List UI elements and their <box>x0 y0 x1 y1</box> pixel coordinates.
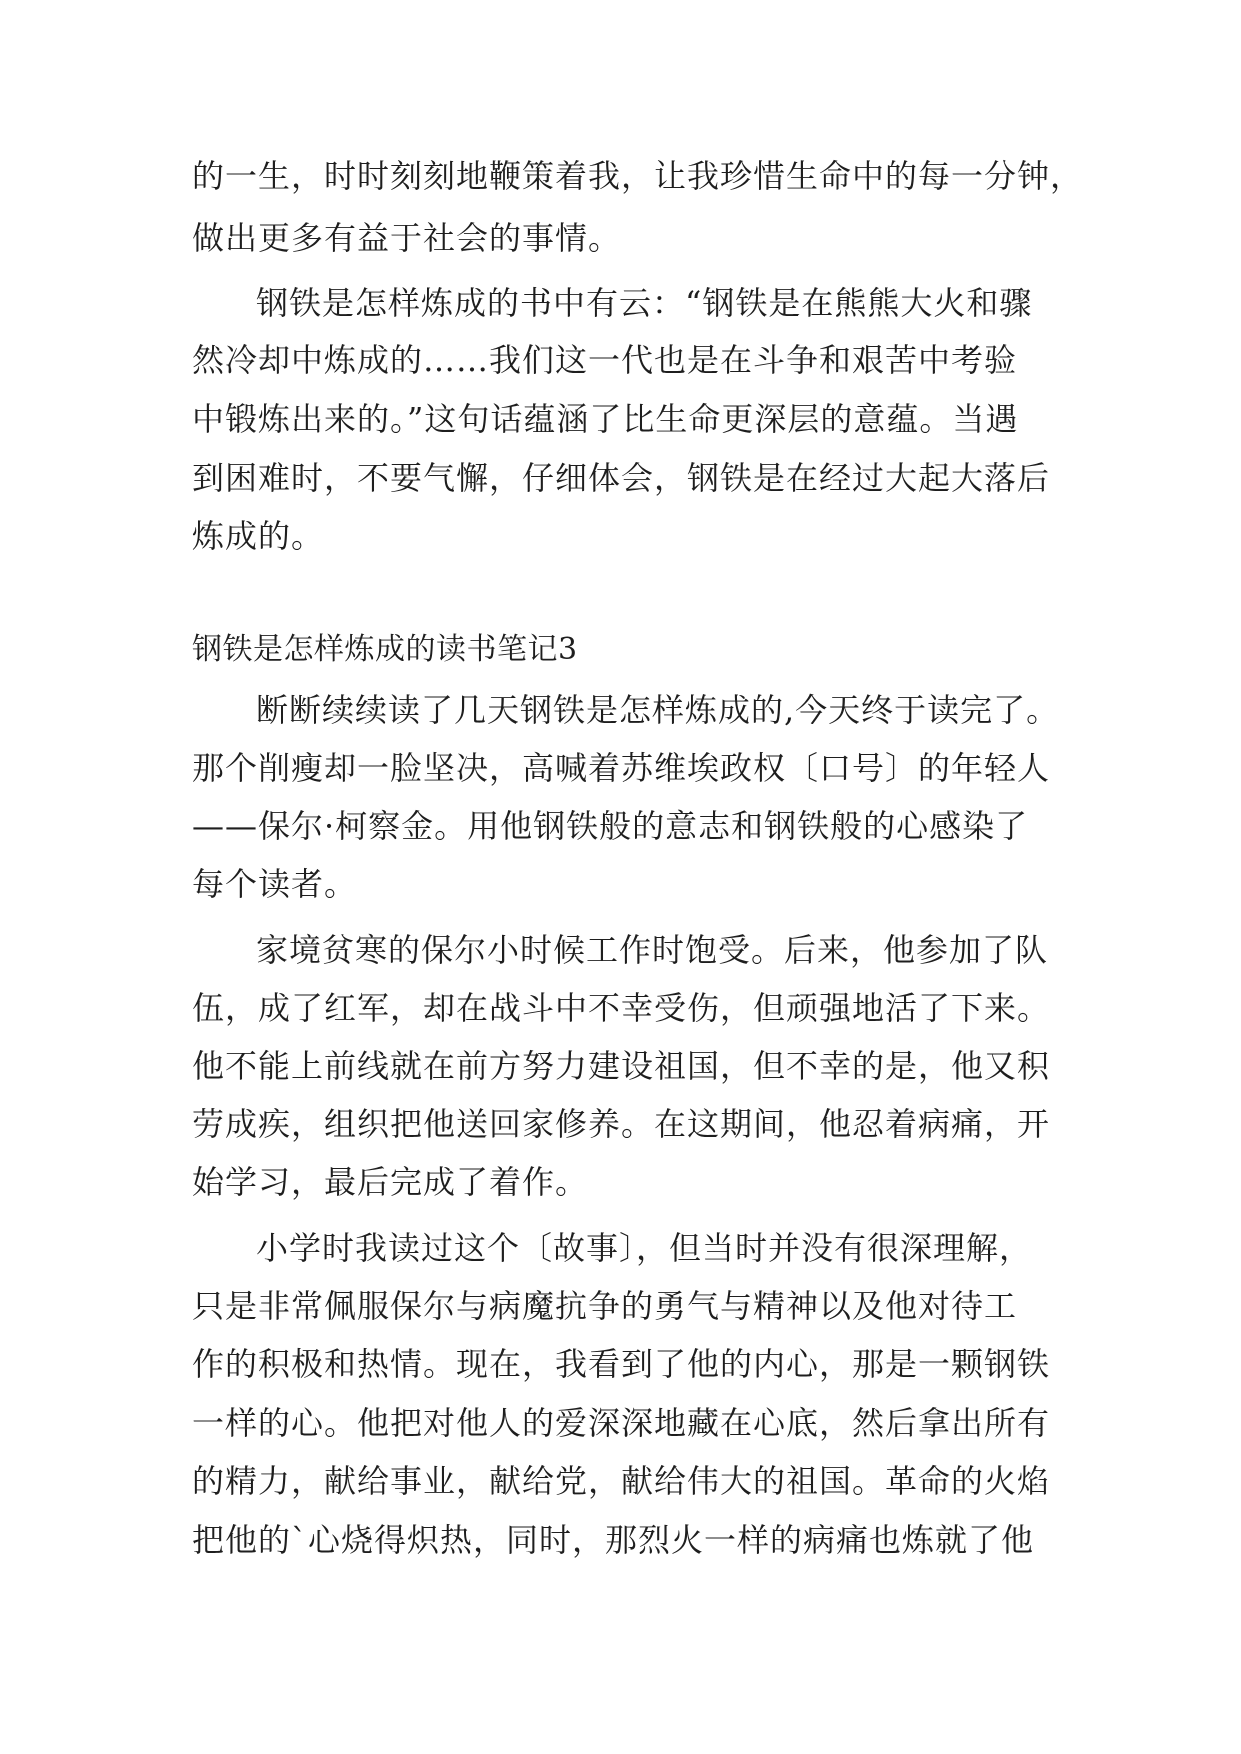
paragraph-5-line-2: 只是非常佩服保尔与病魔抗争的勇气与精神以及他对待工 <box>192 1287 1018 1325</box>
paragraph-4-line-5: 始学习，最后完成了着作。 <box>192 1163 589 1201</box>
paragraph-5-line-3: 作的积极和热情。现在，我看到了他的内心，那是一颗钢铁 <box>192 1345 1051 1383</box>
paragraph-5-line-6: 把他的`心烧得炽热，同时，那烈火一样的病痛也炼就了他 <box>192 1521 1035 1559</box>
paragraph-2-line-3: 中锻炼出来的。”这句话蕴涵了比生命更深层的意蕴。当遇 <box>192 400 1019 438</box>
paragraph-3-line-1: 断断续续读了几天钢铁是怎样炼成的,今天终于读完了。 <box>256 691 1060 729</box>
paragraph-1-line-2: 做出更多有益于社会的事情。 <box>192 219 622 257</box>
paragraph-3-line-2: 那个削瘦却一脸坚决，高喊着苏维埃政权〔口号〕的年轻人 <box>192 749 1051 787</box>
paragraph-4-line-3: 他不能上前线就在前方努力建设祖国，但不幸的是，他又积 <box>192 1047 1051 1085</box>
section-heading: 钢铁是怎样炼成的读书笔记3 <box>192 632 578 667</box>
paragraph-5-line-5: 的精力，献给事业，献给党，献给伟大的祖国。革命的火焰 <box>192 1462 1051 1500</box>
paragraph-3-line-4: 每个读者。 <box>192 865 358 903</box>
paragraph-4-line-1: 家境贫寒的保尔小时候工作时饱受。后来，他参加了队 <box>256 931 1049 969</box>
paragraph-2-line-1: 钢铁是怎样炼成的书中有云：“钢铁是在熊熊大火和骤 <box>256 284 1033 322</box>
paragraph-5-line-1: 小学时我读过这个〔故事〕，但当时并没有很深理解， <box>256 1229 1033 1267</box>
paragraph-1-line-1: 的一生，时时刻刻地鞭策着我，让我珍惜生命中的每一分钟， <box>192 157 1084 195</box>
paragraph-2-line-2: 然冷却中炼成的……我们这一代也是在斗争和艰苦中考验 <box>192 341 1018 379</box>
paragraph-4-line-2: 伍，成了红军，却在战斗中不幸受伤，但顽强地活了下来。 <box>192 989 1051 1027</box>
paragraph-2-line-5: 炼成的。 <box>192 517 325 555</box>
paragraph-4-line-4: 劳成疾，组织把他送回家修养。在这期间，他忍着病痛，开 <box>192 1105 1051 1143</box>
paragraph-5-line-4: 一样的心。他把对他人的爱深深地藏在心底，然后拿出所有 <box>192 1404 1051 1442</box>
paragraph-3-line-3: ——保尔·柯察金。用他钢铁般的意志和钢铁般的心感染了 <box>192 807 1029 845</box>
paragraph-2-line-4: 到困难时，不要气懈，仔细体会，钢铁是在经过大起大落后 <box>192 459 1051 497</box>
